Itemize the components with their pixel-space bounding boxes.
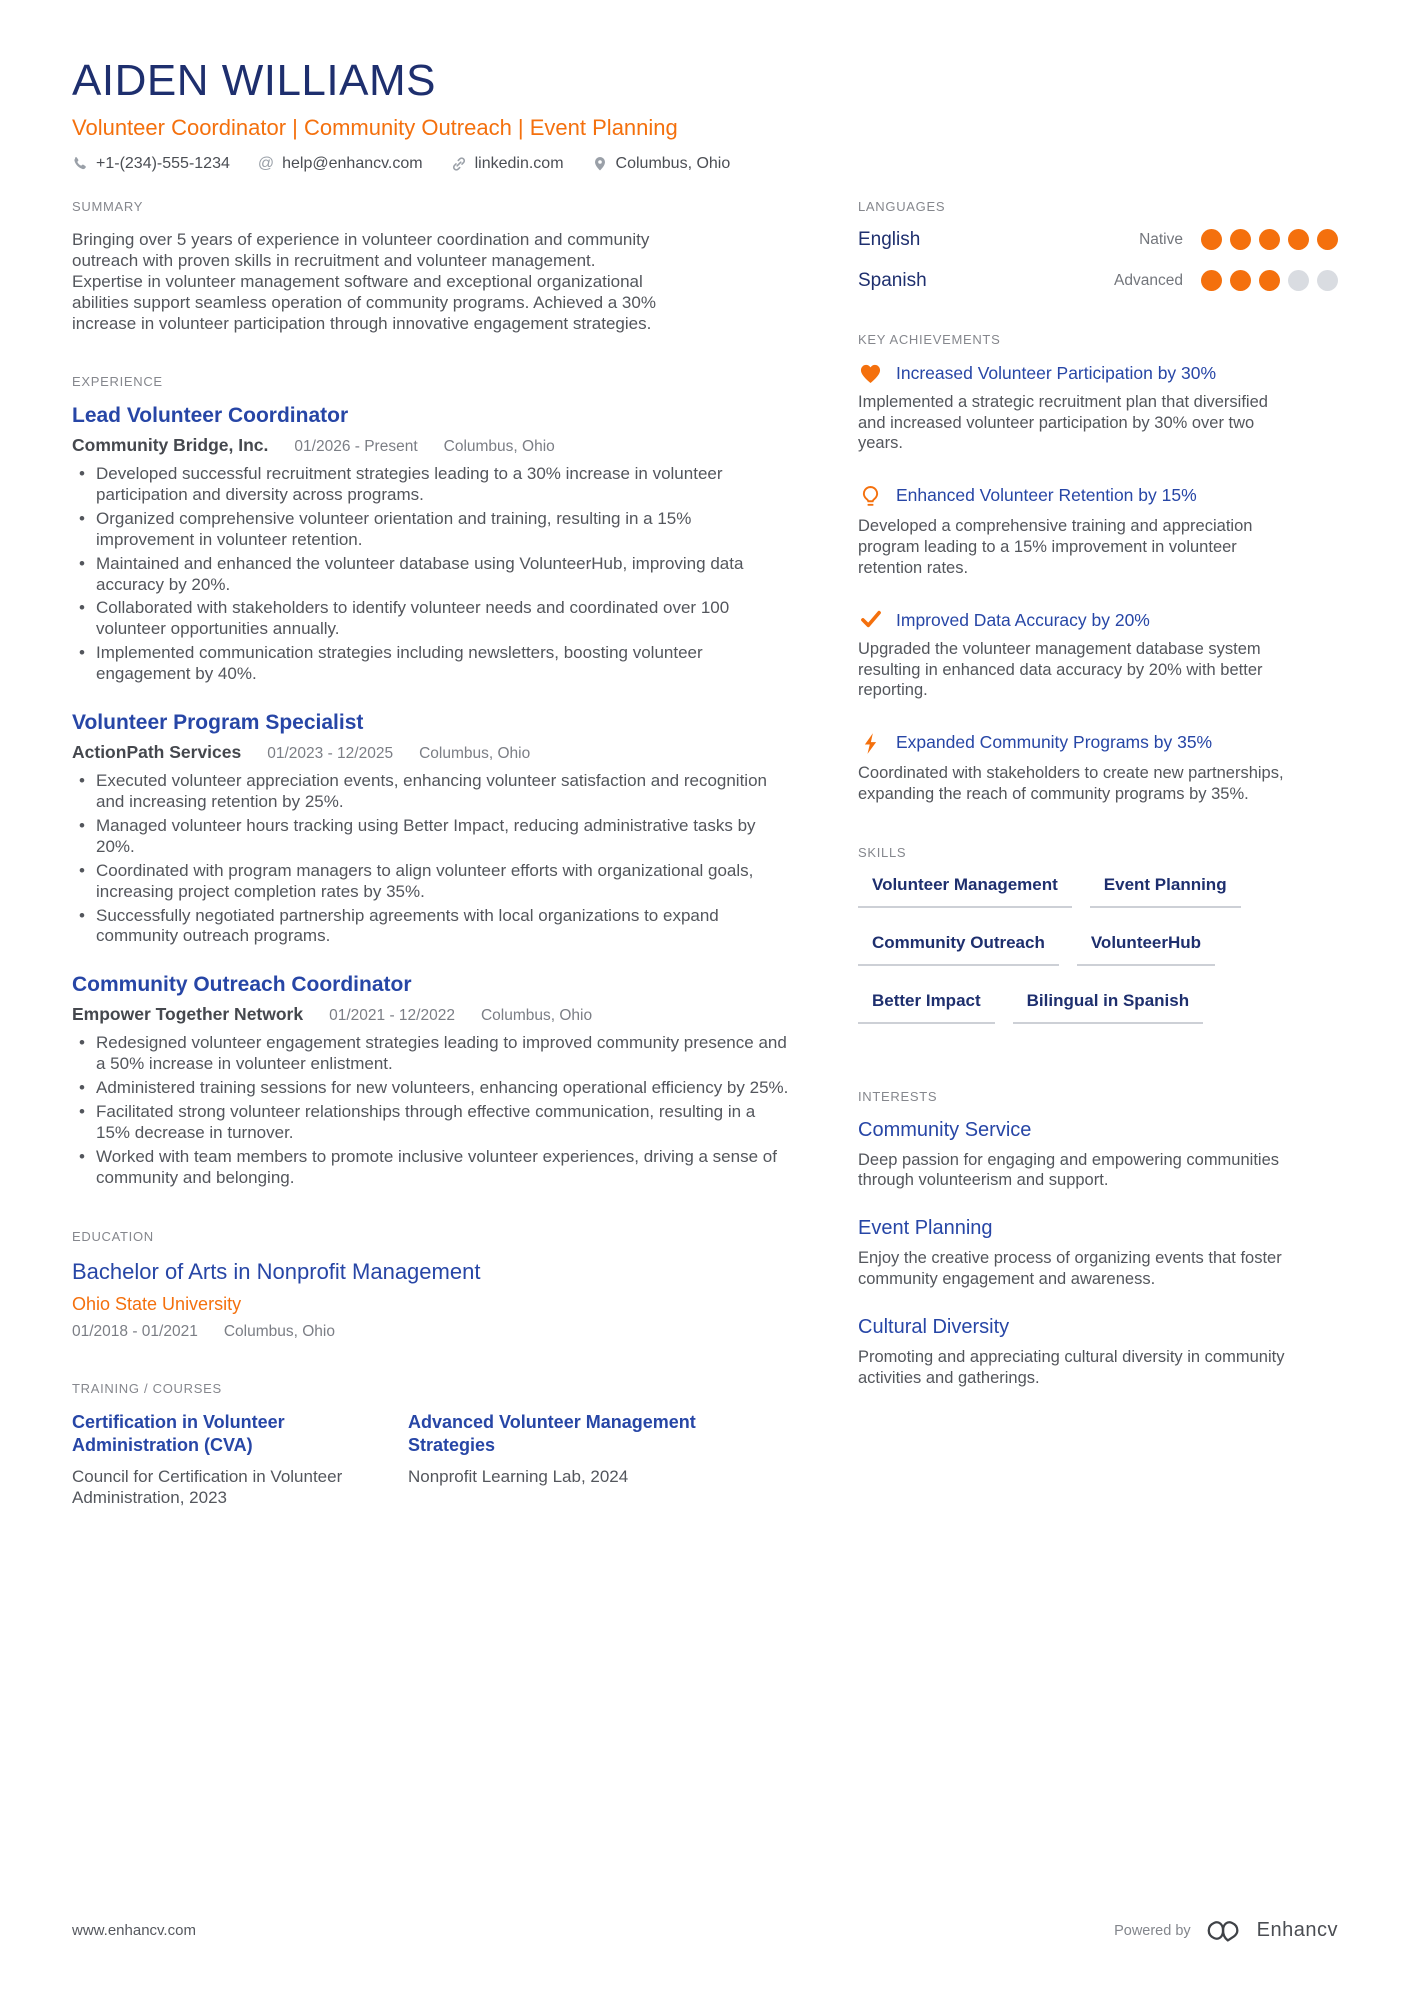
interest-item xyxy=(858,1316,1338,1389)
interest-title: Cultural Diversity xyxy=(858,1315,1010,1338)
achievement-title: Improved Data Accuracy by 20% xyxy=(896,609,1150,630)
achievements-section xyxy=(858,332,1338,805)
language-level: Native xyxy=(1139,230,1183,248)
course-entry xyxy=(72,1411,360,1508)
left-column xyxy=(72,199,790,1548)
language-proficiency-dots xyxy=(1201,270,1338,291)
achievement-item xyxy=(858,609,1338,702)
achievement-item xyxy=(858,484,1338,578)
job-entry xyxy=(72,711,790,947)
proficiency-dot-filled xyxy=(1259,229,1280,250)
course-entry xyxy=(408,1411,696,1508)
enhancv-logo-icon xyxy=(1204,1918,1244,1943)
at-icon: @ xyxy=(257,154,275,172)
achievement-title: Enhanced Volunteer Retention by 15% xyxy=(896,485,1197,506)
achievement-item xyxy=(858,362,1338,455)
job-dates: 01/2021 - 12/2022 xyxy=(329,1007,455,1025)
course-org: Nonprofit Learning Lab, 2024 xyxy=(408,1466,629,1486)
language-row xyxy=(858,229,1338,251)
summary-text: Bringing over 5 years of experience in volunteer coordination and community outreach with proven skills in recruitment and volunteer management. Expertise in volunteer management software and exceptional organizational abilities support seamless operation of community programs. Achieved a 30% increase in volunteer participation through innovative engagement strategies. xyxy=(72,229,656,333)
checkmark-icon xyxy=(858,609,883,631)
achievement-title: Increased Volunteer Participation by 30% xyxy=(896,362,1217,383)
skills-label: SKILLS xyxy=(858,844,907,860)
job-dates: 01/2026 - Present xyxy=(294,438,418,456)
skills-section xyxy=(858,845,1338,1049)
job-title: Community Outreach Coordinator xyxy=(72,973,412,997)
job-location: Columbus, Ohio xyxy=(480,1007,593,1025)
language-level: Advanced xyxy=(1114,271,1183,289)
bullet-item: • Coordinated with program managers to align volunteer efforts with organizational goals, increasing project completion rates by 35%. xyxy=(72,861,790,903)
bullet-item: • Redesigned volunteer engagement strategies leading to improved community presence and a 50% increase in volunteer enlistment. xyxy=(72,1033,790,1075)
bullet-item: • Managed volunteer hours tracking using Better Impact, reducing administrative tasks by 20%. xyxy=(72,816,790,858)
lightbulb-icon xyxy=(858,484,883,508)
interests-label: INTERESTS xyxy=(858,1088,938,1104)
training-label: TRAINING / COURSES xyxy=(72,1380,222,1396)
job-location: Columbus, Ohio xyxy=(443,438,555,456)
language-row xyxy=(858,270,1338,292)
course-title: Advanced Volunteer Management Strategies xyxy=(408,1411,696,1455)
interest-text: Promoting and appreciating cultural diversity in community activities and gatherings. xyxy=(858,1347,1285,1387)
lightning-icon xyxy=(858,731,883,755)
location-pin-icon xyxy=(592,156,608,172)
course-title: Certification in Volunteer Administration (CVA) xyxy=(72,1411,285,1455)
interest-item xyxy=(858,1217,1338,1290)
achievement-head xyxy=(858,362,1338,384)
interests-section xyxy=(858,1089,1338,1389)
interest-title: Community Service xyxy=(858,1118,1032,1141)
summary-section xyxy=(72,199,790,334)
courses-row xyxy=(72,1411,790,1508)
interest-text: Deep passion for engaging and empowering communities through volunteerism and support. xyxy=(858,1150,1279,1190)
job-bullets xyxy=(72,1033,790,1188)
achievement-title: Expanded Community Programs by 35% xyxy=(896,732,1213,753)
powered-by-text: Powered by xyxy=(1114,1922,1191,1939)
location-item xyxy=(592,155,731,173)
footer xyxy=(72,1918,1338,1943)
job-title: Volunteer Program Specialist xyxy=(72,711,364,735)
job-entry xyxy=(72,973,790,1188)
header xyxy=(72,56,1338,173)
achievement-text: Implemented a strategic recruitment plan that diversified and increased volunteer participation by 30% over two years. xyxy=(858,392,1268,453)
achievement-text: Upgraded the volunteer management database system resulting in enhanced data accuracy by 20% with better reporting. xyxy=(858,639,1263,700)
company-name: ActionPath Services xyxy=(72,742,242,763)
job-bullets xyxy=(72,464,790,685)
headline: Volunteer Coordinator | Community Outreach | Event Planning xyxy=(72,115,678,141)
email-item[interactable] xyxy=(258,155,423,173)
summary-label: SUMMARY xyxy=(72,198,144,214)
proficiency-dot-empty xyxy=(1317,270,1338,291)
job-bullets xyxy=(72,771,790,947)
job-meta xyxy=(72,1004,790,1025)
content-columns xyxy=(72,199,1338,1548)
achievement-text: Developed a comprehensive training and appreciation program leading to a 15% improvement in volunteer retention rates. xyxy=(858,517,1253,577)
company-name: Community Bridge, Inc. xyxy=(72,435,269,456)
skill-tag: Bilingual in Spanish xyxy=(1013,991,1203,1024)
linkedin-url[interactable]: linkedin.com xyxy=(474,154,564,172)
languages-label: LANGUAGES xyxy=(858,198,946,214)
achievements-label: KEY ACHIEVEMENTS xyxy=(858,331,1001,347)
phone-item xyxy=(72,155,230,173)
education-section xyxy=(72,1229,790,1341)
proficiency-dot-filled xyxy=(1230,270,1251,291)
email-address[interactable]: help@enhancv.com xyxy=(282,154,423,172)
company-name: Empower Together Network xyxy=(72,1004,304,1025)
location-text: Columbus, Ohio xyxy=(615,154,731,172)
link-icon xyxy=(451,156,467,172)
education-meta xyxy=(72,1323,790,1341)
job-entry xyxy=(72,404,790,685)
achievement-text: Coordinated with stakeholders to create new partnerships, expanding the reach of community programs by 35%. xyxy=(858,764,1284,803)
powered-by-block[interactable] xyxy=(1114,1918,1338,1943)
achievement-item xyxy=(858,731,1338,805)
bullet-item: • Worked with team members to promote inclusive volunteer experiences, driving a sense of community and belonging. xyxy=(72,1147,790,1189)
bullet-item: • Successfully negotiated partnership agreements with local organizations to expand community outreach programs. xyxy=(72,906,790,948)
proficiency-dot-filled xyxy=(1288,229,1309,250)
skill-tag: Community Outreach xyxy=(858,933,1059,966)
language-name: English xyxy=(858,228,921,250)
school-name: Ohio State University xyxy=(72,1293,242,1314)
proficiency-dot-filled xyxy=(1201,270,1222,291)
bullet-item: • Collaborated with stakeholders to identify volunteer needs and coordinated over 100 volunteer opportunities annually. xyxy=(72,598,790,640)
right-column xyxy=(858,199,1338,1548)
proficiency-dot-filled xyxy=(1230,229,1251,250)
heart-icon xyxy=(858,362,883,384)
job-location: Columbus, Ohio xyxy=(419,745,531,763)
bullet-item: • Administered training sessions for new volunteers, enhancing operational efficiency by 25%. xyxy=(72,1078,790,1099)
job-meta xyxy=(72,742,790,763)
proficiency-dot-filled xyxy=(1201,229,1222,250)
skill-tag: VolunteerHub xyxy=(1077,933,1215,966)
footer-site-link[interactable]: www.enhancv.com xyxy=(72,1922,196,1939)
experience-section xyxy=(72,374,790,1189)
proficiency-dot-filled xyxy=(1317,229,1338,250)
interest-text: Enjoy the creative process of organizing events that foster community engagement and awareness. xyxy=(858,1249,1282,1289)
language-proficiency-dots xyxy=(1201,229,1338,250)
bullet-item: • Organized comprehensive volunteer orientation and training, resulting in a 15% improvement in volunteer retention. xyxy=(72,509,790,551)
phone-number: +1-(234)-555-1234 xyxy=(96,154,230,172)
job-dates: 01/2023 - 12/2025 xyxy=(267,745,394,763)
interest-item xyxy=(858,1119,1338,1192)
linkedin-item[interactable] xyxy=(451,155,564,173)
phone-icon xyxy=(72,156,88,172)
course-org: Council for Certification in Volunteer Administration, 2023 xyxy=(72,1466,343,1507)
person-name: AIDEN WILLIAMS xyxy=(72,56,436,105)
bullet-item: • Developed successful recruitment strategies leading to a 30% increase in volunteer participation and diversity across programs. xyxy=(72,464,790,506)
achievement-head xyxy=(858,609,1338,631)
enhancv-wordmark: Enhancv xyxy=(1256,1919,1338,1941)
achievement-head xyxy=(858,484,1338,508)
language-name: Spanish xyxy=(858,269,927,291)
skills-list xyxy=(858,875,1338,1049)
bullet-item: • Executed volunteer appreciation events, enhancing volunteer satisfaction and recognition and increasing retention by 25%. xyxy=(72,771,790,813)
skill-tag: Event Planning xyxy=(1090,875,1241,908)
education-label: EDUCATION xyxy=(72,1228,154,1244)
achievement-head xyxy=(858,731,1338,755)
proficiency-dot-filled xyxy=(1259,270,1280,291)
interest-title: Event Planning xyxy=(858,1217,993,1240)
job-meta xyxy=(72,435,790,456)
proficiency-dot-empty xyxy=(1288,270,1309,291)
bullet-item: • Maintained and enhanced the volunteer database using VolunteerHub, improving data accuracy by 20%. xyxy=(72,554,790,596)
contact-row xyxy=(72,155,1338,173)
skill-tag: Volunteer Management xyxy=(858,875,1072,908)
languages-section xyxy=(858,199,1338,292)
training-section xyxy=(72,1381,790,1508)
skill-tag: Better Impact xyxy=(858,991,995,1024)
education-dates: 01/2018 - 01/2021 xyxy=(72,1322,198,1340)
job-title: Lead Volunteer Coordinator xyxy=(72,404,349,428)
experience-label: EXPERIENCE xyxy=(72,374,163,390)
degree-title: Bachelor of Arts in Nonprofit Management xyxy=(72,1258,481,1284)
bullet-item: • Implemented communication strategies including newsletters, boosting volunteer engagement by 40%. xyxy=(72,643,790,685)
bullet-item: • Facilitated strong volunteer relationships through effective communication, resulting in a 15% decrease in turnover. xyxy=(72,1102,790,1144)
education-location: Columbus, Ohio xyxy=(223,1322,335,1340)
